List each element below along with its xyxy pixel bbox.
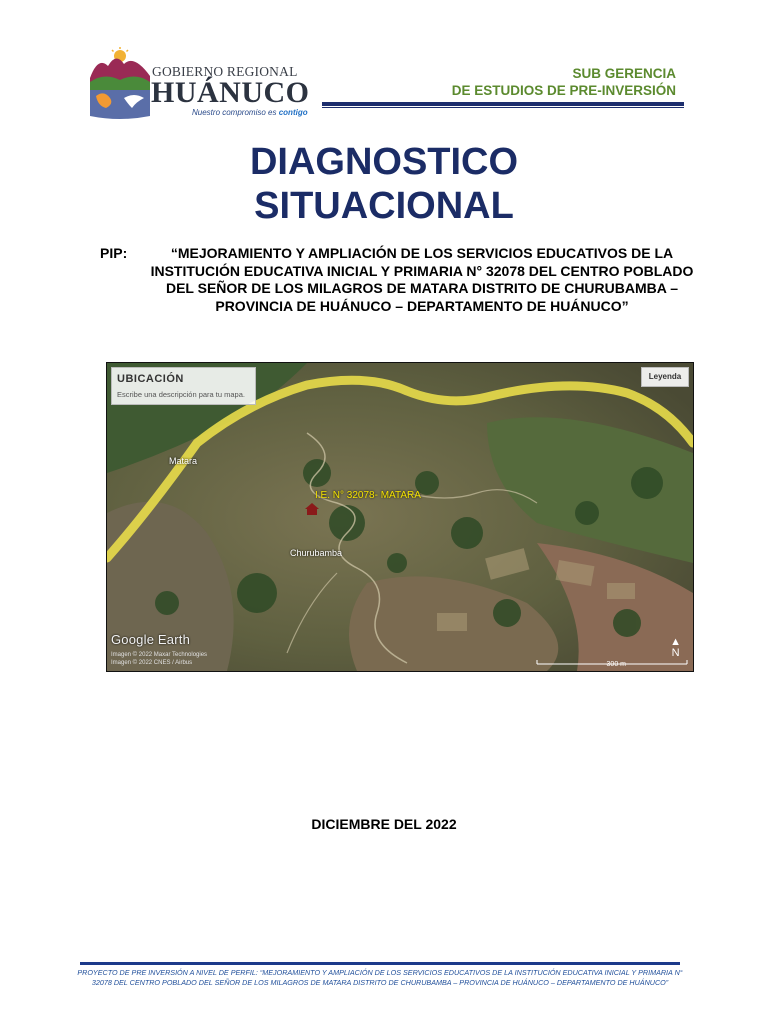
place-label-churubamba: Churubamba <box>290 548 343 558</box>
logo-emblem-icon <box>88 46 152 120</box>
google-earth-label: Google Earth <box>111 632 191 647</box>
imagery-credit <box>111 651 207 667</box>
footer-text: PROYECTO DE PRE INVERSIÓN A NIVEL DE PERFIL: “MEJORAMIENTO Y AMPLIACIÓN DE LOS SERVICIOS EDUCATIVOS DE LA INSTITUCIÓN EDUCATIVA INICIAL Y PRIMARIA N° 32078 DEL CENTRO POBLADO DEL SEÑOR DE LOS MILAGROS DE MATARA DISTRITO DE CHURUBAMBA – PROVINCIA DE HUÁNUCO – DEPARTAMENTO DE HUÁNUCO” <box>77 968 683 987</box>
sub-gerencia-line2: DE ESTUDIOS DE PRE-INVERSIÓN <box>451 83 676 98</box>
satellite-image <box>107 363 693 671</box>
north-label: N <box>671 647 680 659</box>
credit-line1: Imagen © 2022 Maxar Technologies <box>111 652 208 658</box>
logo-tagline <box>192 108 308 117</box>
logo-line1: GOBIERNO REGIONAL <box>152 64 298 79</box>
scale-label: 300 m <box>606 661 626 668</box>
logo-tag-highlight: contigo <box>278 108 308 117</box>
ubicacion-title: UBICACIÓN <box>117 373 184 385</box>
sub-gerencia-line1: SUB GERENCIA <box>572 66 676 81</box>
footer-rule <box>80 962 680 965</box>
pip-text: “MEJORAMIENTO Y AMPLIACIÓN DE LOS SERVICIOS EDUCATIVOS DE LA INSTITUCIÓN EDUCATIVA INICIAL Y PRIMARIA N° 32078 DEL CENTRO POBLADO DEL SEÑOR DE LOS MILAGROS DE MATARA DISTRITO DE CHURUBAMBA – PROVINCIA DE HUÁNUCO – DEPARTAMENTO DE HUÁNUCO” <box>150 245 694 314</box>
header-rule-thin <box>322 107 684 108</box>
document-title <box>0 140 768 228</box>
north-arrow-icon <box>670 637 681 659</box>
north-arrow-glyph: ▲ <box>670 636 681 648</box>
logo-line2: HUÁNUCO <box>151 76 310 109</box>
pip-label: PIP: <box>100 245 128 261</box>
title-line1: DIAGNOSTICO <box>249 141 519 183</box>
place-label-matara: Matara <box>169 456 198 466</box>
document-header <box>0 0 768 130</box>
school-label: I.E. N° 32078- MATARA <box>315 490 421 501</box>
header-rule <box>322 102 684 106</box>
gobierno-regional-logo <box>88 46 318 120</box>
logo-tag-text: Nuestro compromiso es <box>192 108 277 117</box>
credit-line2: Imagen © 2022 CNES / Airbus <box>111 660 193 666</box>
ubicacion-panel <box>111 367 256 405</box>
document-date: DICIEMBRE DEL 2022 <box>311 816 457 832</box>
location-map <box>106 362 694 672</box>
legend-button[interactable]: Leyenda <box>641 367 689 387</box>
title-line2: SITUACIONAL <box>254 185 514 227</box>
ubicacion-description: Escribe una descripción para tu mapa. <box>117 390 245 399</box>
